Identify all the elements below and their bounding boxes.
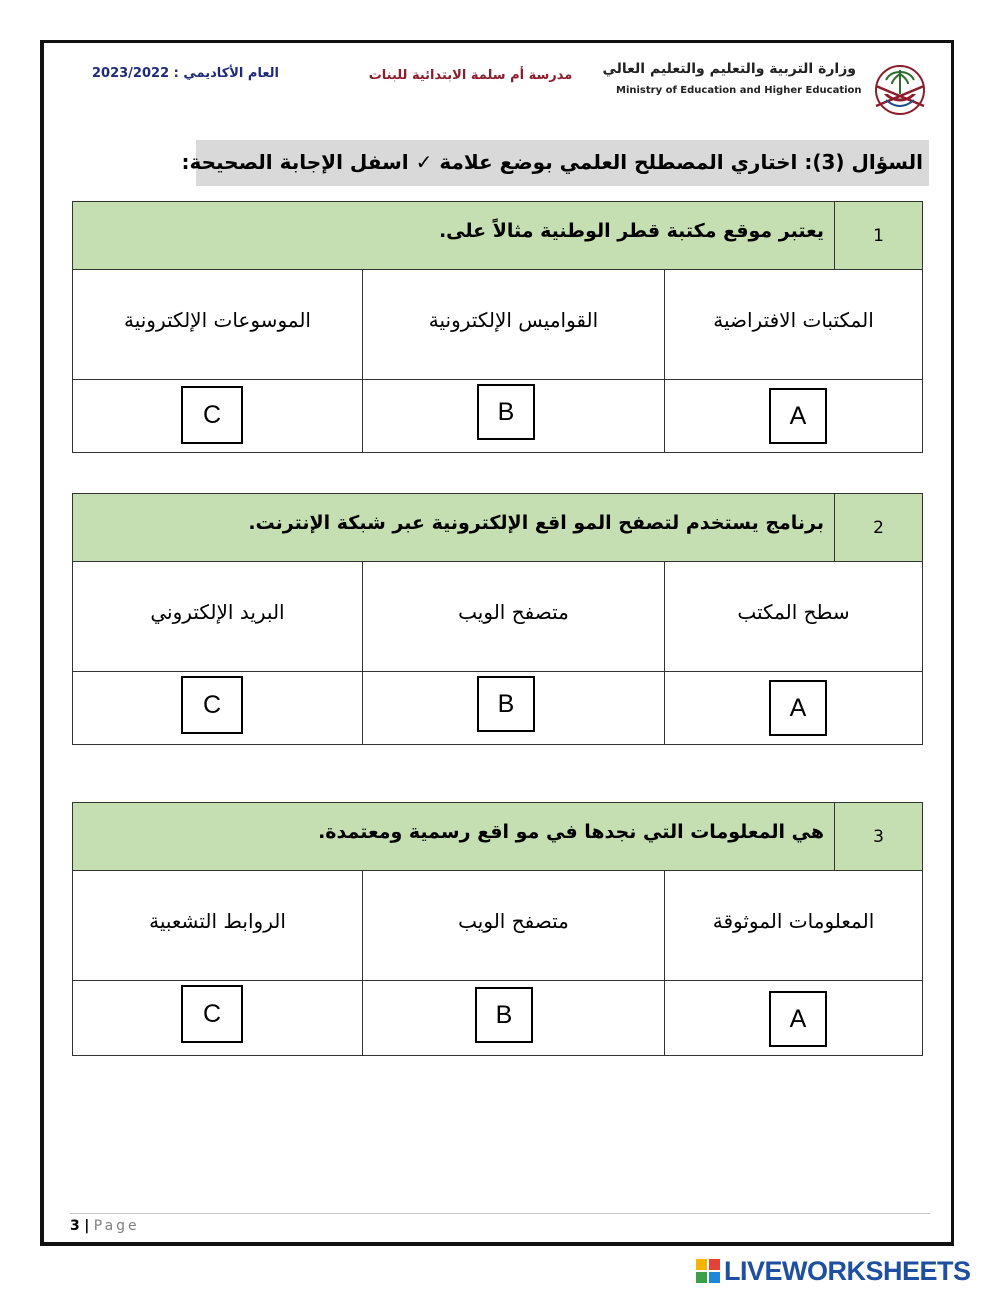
answer-a-cell (665, 380, 922, 452)
option-b-cell (363, 270, 665, 379)
qatar-emblem-icon (866, 60, 934, 120)
liveworksheets-brand (696, 1256, 971, 1286)
option-b-cell (363, 562, 665, 671)
year-value: 2023/2022 (92, 66, 170, 81)
question-number: 3 (834, 803, 922, 870)
question-table-2 (72, 493, 923, 745)
answer-c-cell (73, 672, 363, 744)
option-c-text: الروابط التشعبية (149, 909, 286, 933)
year-separator: : (173, 66, 179, 81)
option-c-cell (73, 871, 363, 980)
answer-box-b[interactable]: B (477, 384, 535, 440)
answer-box-a[interactable]: A (769, 991, 827, 1047)
question-row (73, 494, 922, 562)
option-a-text: المكتبات الافتراضية (713, 308, 874, 332)
answer-box-c[interactable]: C (181, 985, 243, 1043)
question-text: هي المعلومات التي نجدها في مو اقع رسمية ومعتمدة. (318, 821, 824, 843)
options-row (73, 562, 922, 672)
option-a-cell (665, 270, 922, 379)
answer-a-cell (665, 981, 922, 1055)
question-table-3 (72, 802, 923, 1056)
answer-box-c[interactable]: C (181, 386, 243, 444)
answer-box-b[interactable]: B (477, 676, 535, 732)
option-b-text: القواميس الإلكترونية (428, 308, 599, 332)
options-row (73, 270, 922, 380)
answer-box-a[interactable]: A (769, 680, 827, 736)
page-number: 3 (70, 1218, 80, 1234)
option-b-text: متصفح الويب (458, 909, 569, 933)
option-c-cell (73, 562, 363, 671)
question-row (73, 202, 922, 270)
answer-boxes-row (73, 672, 922, 744)
footer-divider (70, 1213, 930, 1214)
question-number: 1 (834, 202, 922, 269)
option-a-text: سطح المكتب (737, 600, 850, 624)
question-heading-bar (181, 140, 929, 186)
answer-b-cell (363, 981, 665, 1055)
ministry-name-arabic: وزارة التربية والتعليم والتعليم العالي (602, 61, 856, 77)
question-row (73, 803, 922, 871)
option-c-cell (73, 270, 363, 379)
answer-b-cell (363, 672, 665, 744)
answer-b-cell (363, 380, 665, 452)
year-label: العام الأكاديمي (183, 66, 279, 81)
option-c-text: الموسوعات الإلكترونية (123, 308, 311, 332)
school-name: مدرسة أم سلمة الابتدائية للبنات (368, 68, 573, 83)
page-separator: | (84, 1218, 90, 1234)
academic-year (92, 66, 279, 81)
page-word: Page (93, 1218, 140, 1234)
answer-box-a[interactable]: A (769, 388, 827, 444)
option-a-cell (665, 562, 922, 671)
option-a-text: المعلومات الموثوقة (712, 909, 875, 933)
option-a-cell (665, 871, 922, 980)
question-text: برنامج يستخدم لتصفح المو اقع الإلكترونية عبر شبكة الإنترنت. (248, 512, 824, 534)
option-b-text: متصفح الويب (458, 600, 569, 624)
answer-boxes-row (73, 981, 922, 1055)
option-c-text: البريد الإلكتروني (150, 600, 285, 624)
question-number: 2 (834, 494, 922, 561)
answer-boxes-row (73, 380, 922, 452)
option-b-cell (363, 871, 665, 980)
answer-box-b[interactable]: B (475, 987, 533, 1043)
liveworksheets-text: LIVEWORKSHEETS (724, 1255, 971, 1286)
answer-a-cell (665, 672, 922, 744)
answer-c-cell (73, 380, 363, 452)
options-row (73, 871, 922, 981)
answer-box-c[interactable]: C (181, 676, 243, 734)
answer-c-cell (73, 981, 363, 1055)
question-heading: السؤال (3): اختاري المصطلح العلمي بوضع علامة ✓ اسفل الإجابة الصحيحة: (181, 150, 923, 174)
question-text: يعتبر موقع مكتبة قطر الوطنية مثالاً على. (438, 220, 824, 242)
liveworksheets-logo-icon (696, 1259, 720, 1283)
ministry-name-english: Ministry of Education and Higher Education (616, 85, 862, 96)
page-footer (70, 1218, 140, 1234)
question-table-1 (72, 201, 923, 453)
